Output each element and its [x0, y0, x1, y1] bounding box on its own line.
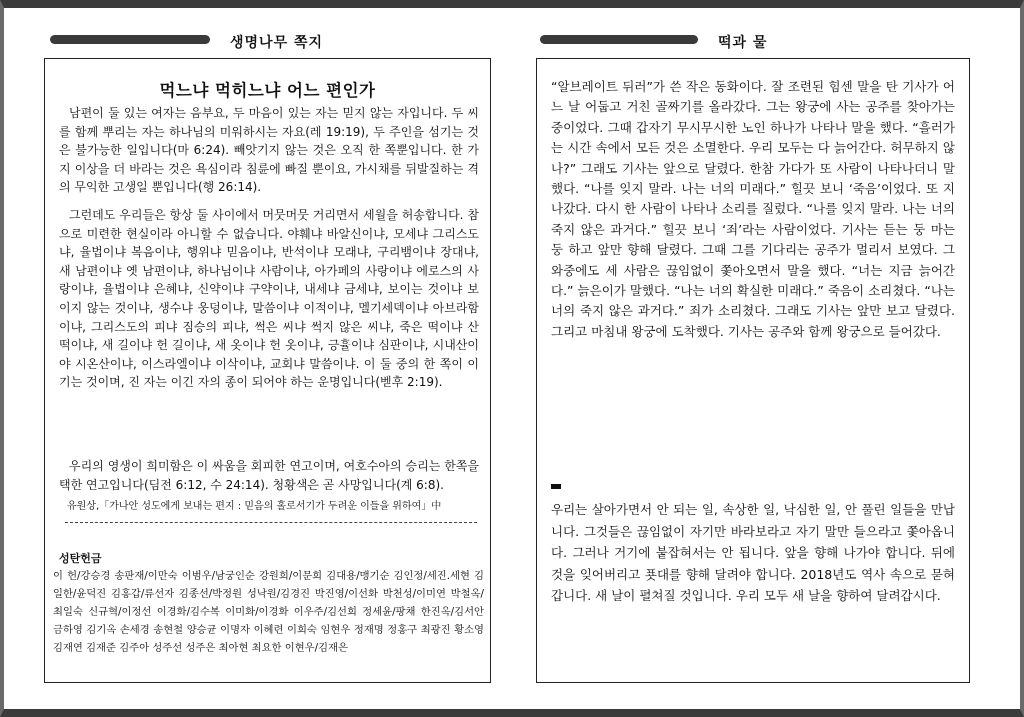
article-paragraph-3: 우리의 영생이 희미함은 이 싸움을 회피한 연고이며, 여호수아의 승리는 한쪽을 택한 연고입니다(딤전 6:12, 수 24:14). 청황색은 곧 사망입니다(계 6:8).: [59, 459, 479, 492]
story-text: “알브레이트 뒤러”가 쓴 작은 동화이다. 잘 조련된 힘센 말을 탄 기사가 어느 날 어둡고 거친 골짜기를 올라갔다. 그는 왕궁에 사는 공주를 찾아가는 중이었다. 그때 갑자기 무시무시한 노인 하나가 나타나 말을 했다. “흘러가는 시간 속에서 모든 것은 소멸한다. 우리 모두는 다 늙어간다. 허무하지 않나?” 그래도 기사는 앞으로 달렸다. 한참 가다가 또 사람이 나타나더니 말했다. “나를 잊지 말라. 나는 너의 미래다.” 힐끗 보니 ‘죽음’이었다. 또 지나갔다. 다시 한 사람이 나타나 소리를 질렀다. “나를 잊지 말라. 나는 너의 죽지 않은 과거다.” 힐끗 보니 ‘죄’라는 사람이었다. 기사는 듣는 둥 마는 둥 하고 앞만 향해 달렸다. 그때 그를 기다리는 공주가 멀리서 보였다. 그 와중에도 세 사람은 끊임없이 쫓아오면서 말을 했다. “너는 지금 늙어간다.” 늙은이가 말했다. “나는 너의 확실한 미래다.” 죽음이 소리쳤다. “나는 너의 죽지 않은 과거다.” 죄가 소리쳤다. 그래도 기사는 앞만 보고 달렸다. 그리고 마침내 왕궁에 도착했다. 기사는 공주와 함께 왕궁으로 들어갔다.: [551, 79, 955, 339]
right-header-title: 떡과 물: [718, 35, 768, 51]
reflection-text: 우리는 살아가면서 안 되는 일, 속상한 일, 낙심한 일, 안 풀린 일들을 만납니다. 그것들은 끊임없이 자기만 바라보라고 자기 말만 들으라고 쫓아옵니다. 그러나 거기에 붙잡혀서는 안 됩니다. 앞을 향해 나가야 합니다. 뒤에 것을 잊어버리고 푯대를 향해 달려야 합니다. 2018년도 역사 속으로 묻혀갑니다. 새 날이 펼쳐질 것입니다. 우리 모두 새 날을 향하여 달려갑시다.: [551, 502, 955, 603]
offering-title: 성탄헌금: [59, 552, 102, 565]
article-paragraph-1: 남편이 둘 있는 여자는 음부요, 두 마음이 있는 자는 믿지 않는 자입니다. 두 씨를 함께 뿌리는 자는 하나님의 미워하시는 자요(레 19:19), 두 주인을 섬기는 것은 불가능한 일입니다(마 6:24). 빼앗기지 않는 것은 오직 한 쪽뿐입니다. 한 가지 이상을 더 바라는 것은 욕심이라 침륜에 빠질 뿐이요, 가시채를 뒤발질하는 격의 무익한 고생일 뿐입니다(행 26:14).: [59, 106, 479, 195]
section-marker: [551, 484, 561, 489]
left-header-bar: [50, 35, 210, 44]
article-title: 먹느냐 먹히느냐 어느 편인가: [159, 81, 376, 100]
left-column: [44, 58, 491, 683]
dashed-divider: [65, 522, 477, 523]
right-header-bar: [540, 35, 698, 44]
offering-names: 이 헌/강승경 송판재/이만숙 이범우/남궁인순 강원희/이문희 김대용/맹기순 김인정/세진.세현 김일한/윤덕진 김홍갑/류선자 김종선/박정원 성낙원/김경진 박진영/이선화 박천성/이미연 박철옥/최일숙 신규혁/이정선 이경화/김수복 이미화/이경화 이우주/김선희 정세윤/팡채 한진옥/김서안 금하영 김기옥 손세경 송현철 양승균 이명자 이혜련 이희숙 임현우 정재명 정홍구 최광진 황소영 김재연 김재준 김주아 성주선 성주은 최아현 최요한 이현우/김재은: [53, 570, 484, 654]
article-paragraph-2: 그런데도 우리들은 항상 둘 사이에서 머뭇머뭇 거리면서 세월을 허송합니다. 참으로 미련한 현실이라 아니할 수 없습니다. 야훼냐 바알신이냐, 모세냐 그리스도냐, 율법이냐 복음이냐, 행위냐 믿음이냐, 반석이냐 모래냐, 구리뱀이냐 장대냐, 새 남편이냐 옛 남편이냐, 하나님이냐 사람이냐, 아가페의 사랑이냐 에로스의 사랑이냐, 율법이냐 은혜냐, 신약이냐 구약이냐, 내세냐 금세냐, 보이는 것이냐 보이지 않는 것이냐, 생수냐 웅덩이냐, 말씀이냐 이적이냐, 멜기세덱이냐 아브라함이냐, 그리스도의 피냐 짐승의 피냐, 썩은 씨냐 썩지 않은 씨냐, 죽은 떡이냐 산 떡이냐, 새 길이냐 헌 길이냐, 새 옷이냐 헌 옷이냐, 긍휼이냐 심판이냐, 시내산이야 시온산이냐, 이스라엘이냐 이삭이냐, 교회냐 말씀이냐. 이 둘 중의 한 쪽이 이기는 것이며, 진 자는 이긴 자의 종이 되어야 하는 운명입니다(벧후 2:19).: [59, 208, 479, 390]
left-header-title: 생명나무 쪽지: [230, 35, 324, 51]
right-column: [536, 58, 970, 683]
article-source: 유원상,「가나안 성도에게 보내는 편지 : 믿음의 홀로서기가 두려운 이들을 위하여」中: [67, 501, 442, 512]
